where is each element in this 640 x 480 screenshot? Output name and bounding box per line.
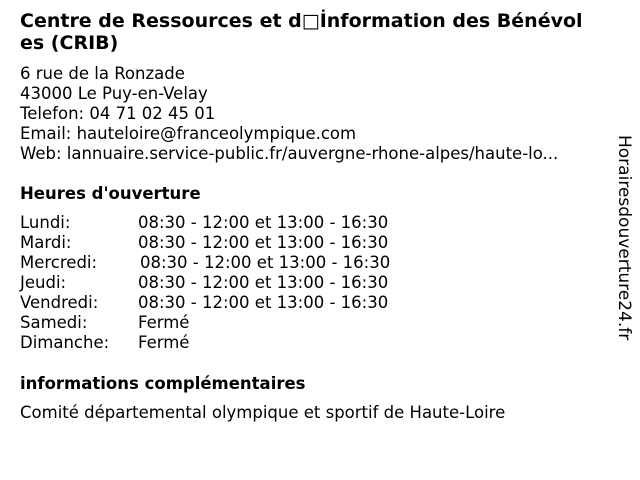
day-label: Vendredi: <box>20 293 99 312</box>
hours-row-sunday <box>20 333 480 353</box>
hours-row-tuesday <box>20 233 480 253</box>
time-value: 08:30 - 12:00 et 13:00 - 16:30 <box>138 273 389 292</box>
website-link[interactable]: Web: lannuaire.service-public.fr/auvergne-rhone-alpes/haute-lo... <box>20 144 559 163</box>
time-value: Fermé <box>138 333 190 352</box>
time-value: 08:30 - 12:00 et 13:00 - 16:30 <box>140 253 391 272</box>
page-title: Centre de Ressources et d□İnformation des Bénévoles (CRIB) <box>20 10 583 54</box>
additional-info-heading: informations complémentaires <box>20 374 306 393</box>
day-label: Mercredi: <box>20 253 98 272</box>
time-value: 08:30 - 12:00 et 13:00 - 16:30 <box>138 293 389 312</box>
opening-hours-list <box>20 213 480 353</box>
time-value: 08:30 - 12:00 et 13:00 - 16:30 <box>138 213 389 232</box>
city-postal: 43000 Le Puy-en-Velay <box>20 84 208 103</box>
hours-row-saturday <box>20 313 480 333</box>
hours-row-friday <box>20 293 480 313</box>
address-block <box>20 64 610 164</box>
hours-row-thursday <box>20 273 480 293</box>
phone-number: Telefon: 04 71 02 45 01 <box>20 104 216 123</box>
day-label: Samedi: <box>20 313 88 332</box>
time-value: Fermé <box>138 313 190 332</box>
hours-row-monday <box>20 213 480 233</box>
day-label: Lundi: <box>20 213 71 232</box>
day-label: Dimanche: <box>20 333 110 352</box>
street-address: 6 rue de la Ronzade <box>20 64 185 83</box>
day-label: Jeudi: <box>20 273 67 292</box>
time-value: 08:30 - 12:00 et 13:00 - 16:30 <box>138 233 389 252</box>
hours-row-wednesday <box>20 253 480 273</box>
opening-hours-heading: Heures d'ouverture <box>20 184 201 203</box>
email-address: Email: hauteloire@franceolympique.com <box>20 124 357 143</box>
day-label: Mardi: <box>20 233 72 252</box>
additional-info-text: Comité départemental olympique et sportif de Haute-Loire <box>20 403 506 422</box>
site-watermark: Horairesdouverture24.fr <box>614 135 634 341</box>
